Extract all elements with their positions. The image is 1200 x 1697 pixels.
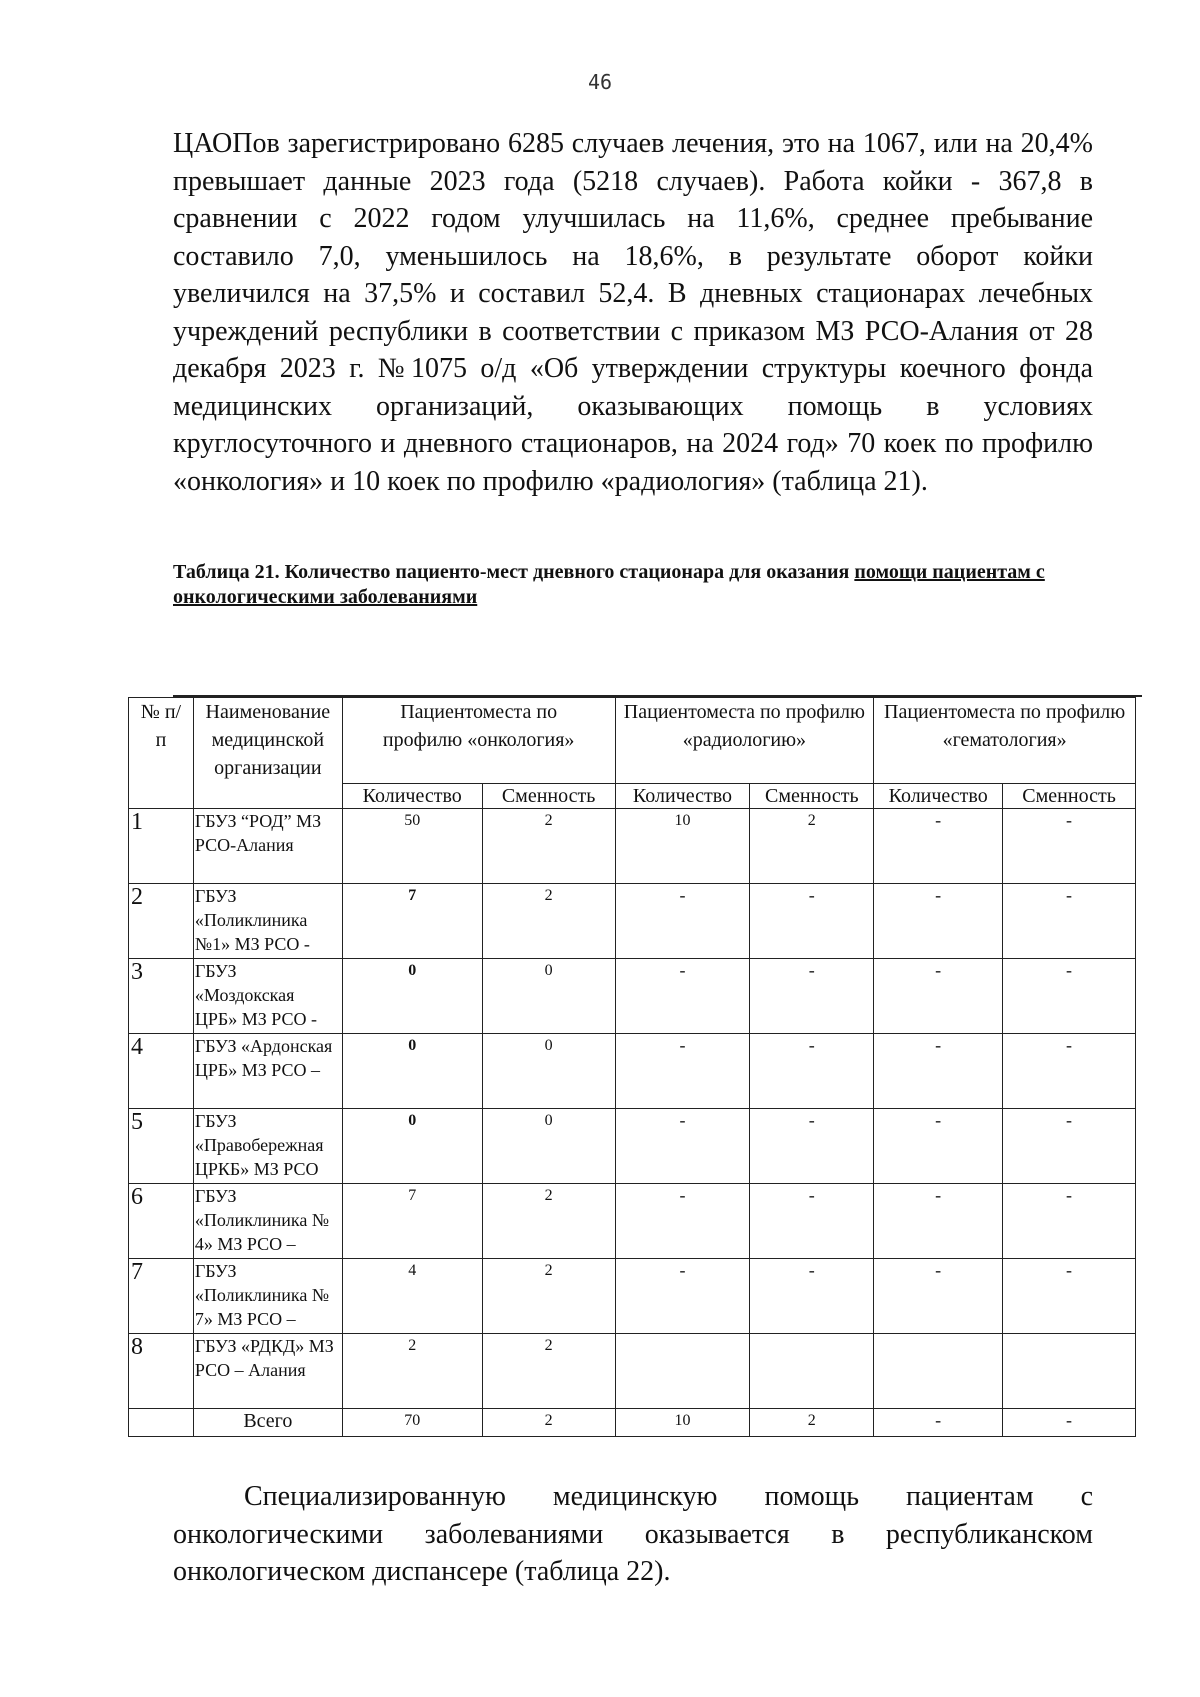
hem-count-cell: - xyxy=(874,809,1003,884)
header-onc-count: Количество xyxy=(342,784,482,809)
row-number: 3 xyxy=(129,959,194,1034)
onc-shift-cell: 2 xyxy=(482,1334,615,1409)
table-row xyxy=(129,1034,1136,1109)
header-num: № п/п xyxy=(129,698,194,809)
total-onc-count: 70 xyxy=(342,1409,482,1437)
row-number: 7 xyxy=(129,1259,194,1334)
onc-count-cell: 0 xyxy=(342,1034,482,1109)
table-row xyxy=(129,1109,1136,1184)
onc-count-cell: 7 xyxy=(342,884,482,959)
hem-count-cell xyxy=(874,1334,1003,1409)
onc-count-cell: 0 xyxy=(342,959,482,1034)
page-number: 46 xyxy=(587,70,613,94)
onc-shift-cell: 0 xyxy=(482,959,615,1034)
table-total-row xyxy=(129,1409,1136,1437)
table-row xyxy=(129,809,1136,884)
rad-count-cell: 10 xyxy=(615,809,750,884)
row-number: 6 xyxy=(129,1184,194,1259)
rad-count-cell: - xyxy=(615,884,750,959)
rad-count-cell: - xyxy=(615,1034,750,1109)
table-caption xyxy=(173,560,1073,610)
hem-shift-cell: - xyxy=(1003,959,1136,1034)
hem-count-cell: - xyxy=(874,959,1003,1034)
row-organization: ГБУЗ «РДКД» МЗ РСО – Алания xyxy=(193,1334,342,1409)
rad-shift-cell: - xyxy=(750,1259,874,1334)
rad-shift-cell: - xyxy=(750,959,874,1034)
total-label: Всего xyxy=(193,1409,342,1437)
table-row xyxy=(129,1334,1136,1409)
header-hematology: Пациентоместа по профилю «гематология» xyxy=(874,698,1136,784)
total-hem-shift: - xyxy=(1003,1409,1136,1437)
table-row xyxy=(129,1184,1136,1259)
rad-shift-cell: - xyxy=(750,1109,874,1184)
total-rad-shift: 2 xyxy=(750,1409,874,1437)
header-rad-count: Количество xyxy=(615,784,750,809)
table-21 xyxy=(128,697,1136,1437)
rad-count-cell: - xyxy=(615,959,750,1034)
hem-shift-cell: - xyxy=(1003,1109,1136,1184)
total-onc-shift: 2 xyxy=(482,1409,615,1437)
hem-count-cell: - xyxy=(874,1184,1003,1259)
header-rad-shift: Сменность xyxy=(750,784,874,809)
hem-shift-cell: - xyxy=(1003,1259,1136,1334)
table-caption-underlined: помощи пациентам с онкологическими заболеваниями xyxy=(173,561,1045,608)
hem-count-cell: - xyxy=(874,884,1003,959)
hem-count-cell: - xyxy=(874,1109,1003,1184)
row-number: 8 xyxy=(129,1334,194,1409)
hem-shift-cell xyxy=(1003,1334,1136,1409)
row-number: 4 xyxy=(129,1034,194,1109)
onc-count-cell: 7 xyxy=(342,1184,482,1259)
onc-shift-cell: 2 xyxy=(482,1259,615,1334)
total-hem-count: - xyxy=(874,1409,1003,1437)
hem-shift-cell: - xyxy=(1003,1034,1136,1109)
hem-shift-cell: - xyxy=(1003,809,1136,884)
header-hem-shift: Сменность xyxy=(1003,784,1136,809)
header-hem-count: Количество xyxy=(874,784,1003,809)
header-oncology: Пациентоместа по профилю «онкология» xyxy=(342,698,615,784)
row-organization: ГБУЗ «Правобережная ЦРКБ» МЗ РСО xyxy=(193,1109,342,1184)
header-org: Наименование медицинской организации xyxy=(193,698,342,809)
table-row xyxy=(129,884,1136,959)
table-row xyxy=(129,1259,1136,1334)
row-organization: ГБУЗ “РОД” МЗ РСО-Алания xyxy=(193,809,342,884)
header-onc-shift: Сменность xyxy=(482,784,615,809)
row-number: 1 xyxy=(129,809,194,884)
row-organization: ГБУЗ «Поликлиника №1» МЗ РСО - xyxy=(193,884,342,959)
onc-shift-cell: 0 xyxy=(482,1109,615,1184)
hem-shift-cell: - xyxy=(1003,1184,1136,1259)
onc-count-cell: 0 xyxy=(342,1109,482,1184)
table-caption-text: Таблица 21. Количество пациенто-мест дневного стационара для оказания xyxy=(173,561,855,583)
row-organization: ГБУЗ «Поликлиника № 4» МЗ РСО – xyxy=(193,1184,342,1259)
hem-count-cell: - xyxy=(874,1034,1003,1109)
onc-shift-cell: 0 xyxy=(482,1034,615,1109)
row-number: 5 xyxy=(129,1109,194,1184)
onc-count-cell: 2 xyxy=(342,1334,482,1409)
rad-count-cell: - xyxy=(615,1259,750,1334)
hem-count-cell: - xyxy=(874,1259,1003,1334)
closing-paragraph: Специализированную медицинскую помощь пациентам с онкологическими заболеваниями оказывается в республиканском онкологическом диспансере (таблица 22). xyxy=(173,1481,1093,1587)
rad-count-cell xyxy=(615,1334,750,1409)
row-organization: ГБУЗ «Ардонская ЦРБ» МЗ РСО – xyxy=(193,1034,342,1109)
row-organization: ГБУЗ «Моздокская ЦРБ» МЗ РСО - xyxy=(193,959,342,1034)
rad-count-cell: - xyxy=(615,1109,750,1184)
row-organization: ГБУЗ «Поликлиника № 7» МЗ РСО – xyxy=(193,1259,342,1334)
intro-paragraph: ЦАОПов зарегистрировано 6285 случаев лечения, это на 1067, или на 20,4% превышает данные 2023 года (5218 случаев). Работа койки - 367,8 в сравнении с 2022 годом улучшилась на 11,6%, среднее пребывание составило 7,0, уменьшилось на 18,6%, в результате оборот койки увеличился на 37,5% и составил 52,4. В дневных стационарах лечебных учреждений республики в соответствии с приказом МЗ РСО-Алания от 28 декабря 2023 г. №1075 о/д «Об утверждении структуры коечного фонда медицинских организаций, оказывающих помощь в условиях круглосуточного и дневного стационаров, на 2024 год» 70 коек по профилю «онкология» и 10 коек по профилю «радиология» (таблица 21). xyxy=(173,128,1093,497)
rad-shift-cell xyxy=(750,1334,874,1409)
rad-shift-cell: - xyxy=(750,1034,874,1109)
onc-shift-cell: 2 xyxy=(482,1184,615,1259)
onc-shift-cell: 2 xyxy=(482,809,615,884)
onc-shift-cell: 2 xyxy=(482,884,615,959)
rad-shift-cell: 2 xyxy=(750,809,874,884)
rad-count-cell: - xyxy=(615,1184,750,1259)
onc-count-cell: 50 xyxy=(342,809,482,884)
rad-shift-cell: - xyxy=(750,884,874,959)
table-row xyxy=(129,959,1136,1034)
header-radiology: Пациентоместа по профилю «радиологию» xyxy=(615,698,874,784)
total-rad-count: 10 xyxy=(615,1409,750,1437)
row-number: 2 xyxy=(129,884,194,959)
onc-count-cell: 4 xyxy=(342,1259,482,1334)
total-empty-cell xyxy=(129,1409,194,1437)
hem-shift-cell: - xyxy=(1003,884,1136,959)
rad-shift-cell: - xyxy=(750,1184,874,1259)
